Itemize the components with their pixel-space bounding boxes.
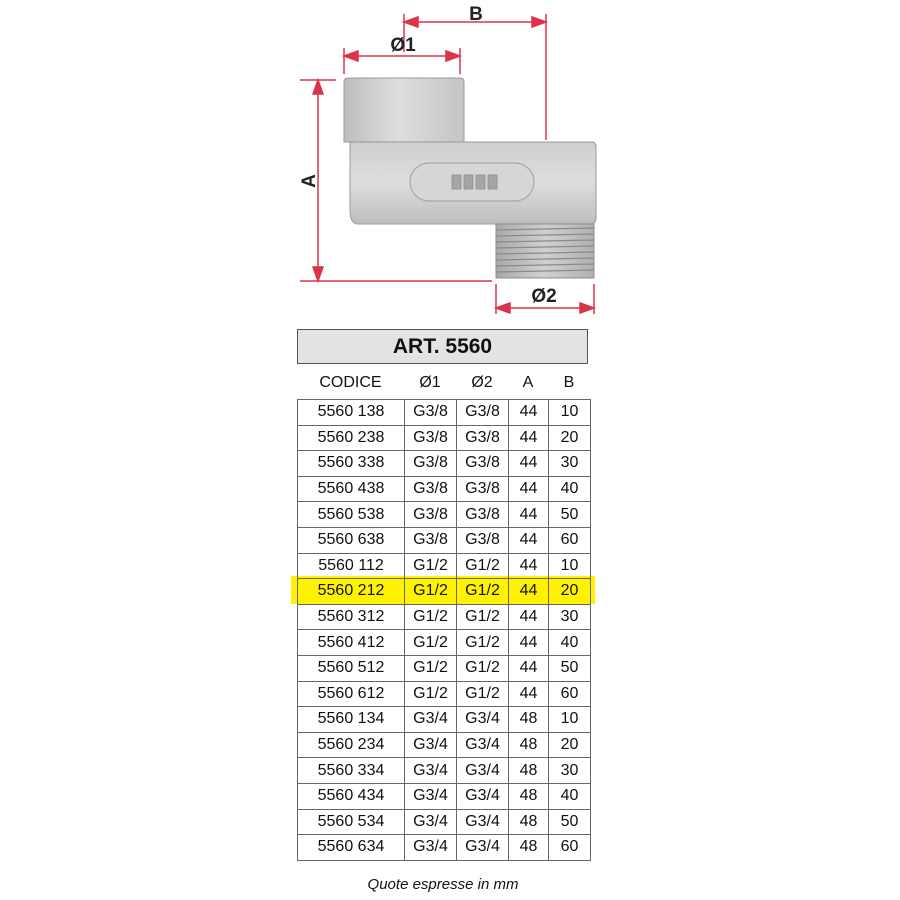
cell-d2: G3/4 [457,809,509,835]
header-d1: Ø1 [419,374,441,391]
cell-d1: G3/8 [405,451,457,477]
cell-code: 5560 412 [298,630,405,656]
cell-a: 44 [509,655,549,681]
dim-label-d2: Ø2 [531,286,557,307]
cell-a: 48 [509,835,549,861]
cell-a: 44 [509,553,549,579]
cell-code: 5560 634 [298,835,405,861]
table-row [298,630,591,656]
dim-label-d1: Ø1 [390,35,416,56]
cell-b: 50 [549,502,591,528]
article-title: ART. 5560 [297,329,588,364]
cell-code: 5560 134 [298,707,405,733]
cell-d2: G3/8 [457,400,509,426]
fitting-illustration [344,78,596,278]
cell-a: 48 [509,758,549,784]
cell-b: 20 [549,579,591,605]
table-row [298,604,591,630]
table-row [298,553,591,579]
cell-a: 44 [509,476,549,502]
cell-code: 5560 538 [298,502,405,528]
cell-d1: G3/4 [405,809,457,835]
cell-code: 5560 338 [298,451,405,477]
cell-b: 30 [549,604,591,630]
table-row [298,758,591,784]
cell-code: 5560 534 [298,809,405,835]
threaded-tail [496,224,594,278]
cell-d1: G3/8 [405,476,457,502]
cell-code: 5560 238 [298,425,405,451]
cell-b: 40 [549,476,591,502]
table-row [298,451,591,477]
cell-b: 10 [549,553,591,579]
table-row [298,707,591,733]
cell-d2: G3/8 [457,425,509,451]
table-row [298,476,591,502]
table-row [298,783,591,809]
cell-code: 5560 512 [298,655,405,681]
cell-a: 44 [509,451,549,477]
cell-d2: G1/2 [457,681,509,707]
cell-d1: G1/2 [405,655,457,681]
cell-b: 50 [549,809,591,835]
cell-d1: G3/4 [405,835,457,861]
header-b: B [563,374,575,391]
cell-code: 5560 234 [298,732,405,758]
cell-d1: G1/2 [405,630,457,656]
cell-d2: G3/8 [457,476,509,502]
table-row [298,425,591,451]
table-row [298,502,591,528]
units-footnote: Quote espresse in mm [367,876,519,893]
table-row-highlighted [298,579,591,605]
table-row [298,681,591,707]
cell-d1: G3/4 [405,707,457,733]
table-row [298,655,591,681]
cell-d1: G1/2 [405,579,457,605]
cell-code: 5560 138 [298,400,405,426]
header-codice: CODICE [319,374,382,391]
dim-label-a: A [299,174,320,188]
cell-b: 40 [549,783,591,809]
cell-b: 30 [549,758,591,784]
product-drawing [0,0,900,330]
cell-b: 50 [549,655,591,681]
cell-d2: G3/4 [457,732,509,758]
cell-b: 20 [549,732,591,758]
cell-a: 44 [509,502,549,528]
cell-d2: G3/8 [457,502,509,528]
cell-a: 44 [509,579,549,605]
table-row [298,400,591,426]
table-row [298,732,591,758]
cell-a: 44 [509,604,549,630]
cell-b: 10 [549,400,591,426]
cell-b: 60 [549,681,591,707]
cell-d2: G1/2 [457,553,509,579]
table-row [298,527,591,553]
cell-d2: G3/8 [457,451,509,477]
cell-b: 60 [549,527,591,553]
cell-d1: G3/8 [405,400,457,426]
top-cylinder [344,78,464,142]
cell-a: 44 [509,681,549,707]
cell-b: 20 [549,425,591,451]
cell-code: 5560 438 [298,476,405,502]
cell-d2: G1/2 [457,579,509,605]
cell-code: 5560 212 [298,579,405,605]
cell-d2: G3/4 [457,707,509,733]
cell-a: 48 [509,732,549,758]
header-d2: Ø2 [471,374,493,391]
cell-d2: G1/2 [457,655,509,681]
cell-b: 10 [549,707,591,733]
cell-a: 44 [509,400,549,426]
column-headers [297,370,590,396]
cell-a: 48 [509,809,549,835]
cell-d1: G1/2 [405,604,457,630]
cell-d2: G1/2 [457,604,509,630]
cell-code: 5560 638 [298,527,405,553]
cell-d1: G3/4 [405,758,457,784]
table-row [298,809,591,835]
cell-code: 5560 334 [298,758,405,784]
cell-d1: G3/4 [405,783,457,809]
cell-b: 60 [549,835,591,861]
cell-d2: G3/4 [457,835,509,861]
cell-d1: G3/4 [405,732,457,758]
cell-d1: G3/8 [405,527,457,553]
cell-b: 30 [549,451,591,477]
cell-d2: G3/4 [457,758,509,784]
cell-code: 5560 434 [298,783,405,809]
cell-d1: G3/8 [405,425,457,451]
cell-d1: G3/8 [405,502,457,528]
header-a: A [522,374,534,391]
cell-d2: G3/8 [457,527,509,553]
cell-d2: G3/4 [457,783,509,809]
cell-code: 5560 312 [298,604,405,630]
dimensions-table [297,399,591,861]
cell-a: 44 [509,630,549,656]
cell-d2: G1/2 [457,630,509,656]
cell-a: 48 [509,707,549,733]
cell-a: 48 [509,783,549,809]
cell-code: 5560 112 [298,553,405,579]
dim-label-b: B [469,4,483,25]
cell-a: 44 [509,527,549,553]
table-row [298,835,591,861]
cell-code: 5560 612 [298,681,405,707]
cell-a: 44 [509,425,549,451]
cell-b: 40 [549,630,591,656]
cell-d1: G1/2 [405,553,457,579]
cell-d1: G1/2 [405,681,457,707]
